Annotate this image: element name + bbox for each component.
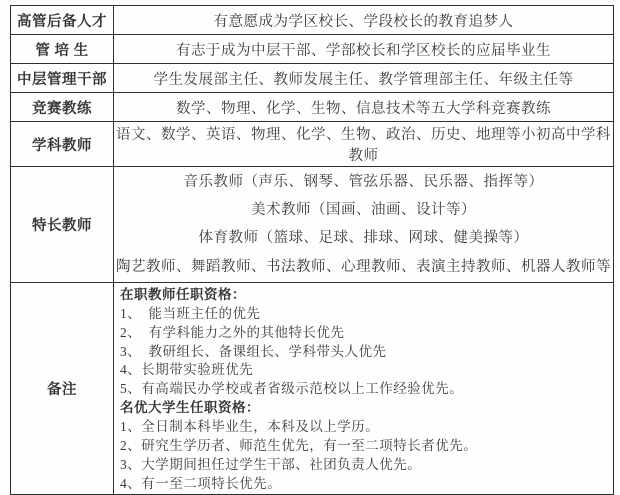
row-content [114, 167, 614, 283]
table-row-executive-reserve [11, 6, 614, 35]
row-label: 高管后备人才 [11, 6, 114, 35]
table-row-competition-coach [11, 93, 614, 122]
row-label: 竞赛教练 [11, 93, 114, 122]
content-line: 4、有一至二项特长优先。 [120, 475, 282, 491]
row-content [114, 122, 614, 167]
row-content [114, 6, 614, 35]
content-line: 1、 能当班主任的优先 [120, 305, 261, 321]
table-row-remarks [11, 282, 614, 494]
content-line: 名优大学生任职资格： [120, 400, 260, 416]
content-line: 语文、数学、英语、物理、化学、生物、政治、历史、地理等小初高中学科教师 [116, 127, 611, 164]
content-line: 有意愿成为学区校长、学段校长的教育追梦人 [213, 13, 514, 30]
recruitment-table [10, 5, 614, 495]
row-content [114, 93, 614, 122]
content-line: 数学、物理、化学、生物、信息技术等五大学科竞赛教练 [176, 100, 551, 117]
content-line: 在职教师任职资格： [120, 286, 246, 302]
content-line: 体育教师（篮球、足球、排球、网球、健美操等） [198, 230, 529, 247]
content-line: 1、全日制本科毕业生，本科及以上学历。 [120, 419, 380, 435]
content-line: 3、大学期间担任过学生干部、社团负责人优先。 [120, 456, 422, 472]
row-label: 中层管理干部 [11, 64, 114, 93]
table-row-management-trainee [11, 35, 614, 64]
content-line: 学生发展部主任、教师发展主任、教学管理部主任、年级主任等 [153, 71, 574, 88]
content-line: 陶艺教师、舞蹈教师、书法教师、心理教师、表演主持教师、机器人教师等 [116, 258, 611, 275]
table-row-middle-management [11, 64, 614, 93]
row-content [114, 64, 614, 93]
content-line: 有志于成为中层干部、学部校长和学区校长的应届毕业生 [176, 42, 551, 59]
row-label: 学科教师 [11, 122, 114, 167]
content-line: 美术教师（国画、油画、设计等） [251, 202, 476, 219]
row-label: 特长教师 [11, 167, 114, 283]
recruitment-table-body [11, 6, 614, 495]
content-line: 2、 有学科能力之外的其他特长优先 [120, 324, 345, 340]
table-row-subject-teacher [11, 122, 614, 167]
content-line: 3、 教研组长、备课组长、学科带头人优先 [120, 343, 387, 359]
row-label: 备注 [11, 282, 114, 494]
content-line: 2、研究生学历者、师范生优先，有一至二项特长者优先。 [120, 438, 478, 454]
content-line: 4、长期带实验班优先 [120, 362, 254, 378]
row-content [114, 35, 614, 64]
content-line: 音乐教师（声乐、钢琴、管弦乐器、民乐器、指挥等） [183, 174, 544, 190]
row-content [114, 282, 614, 494]
content-line: 5、有高端民办学校或者省级示范校以上工作经验优先。 [120, 381, 464, 397]
row-label: 管 培 生 [11, 35, 114, 64]
table-row-special-teacher [11, 167, 614, 283]
